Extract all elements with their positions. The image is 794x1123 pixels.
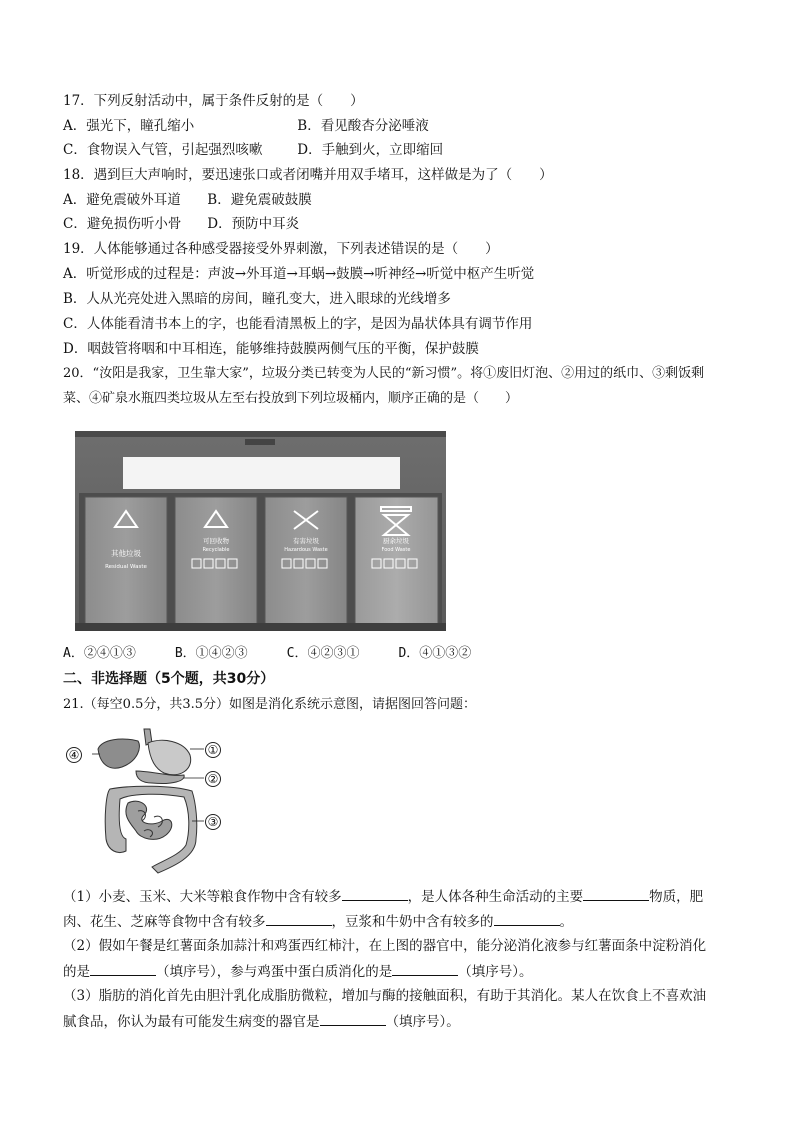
q21-p3-text-c: （填序号）。 xyxy=(385,1014,460,1030)
bin-label-hazardous-en: Hazardous Waste xyxy=(284,547,328,553)
q21-p1-text-b: ，是人体各种生命活动的主要 xyxy=(407,889,584,905)
q17-options-row2 xyxy=(63,141,443,159)
q20-options xyxy=(63,645,471,663)
q21-blank-4[interactable] xyxy=(494,912,560,926)
q21-blank-5[interactable] xyxy=(90,962,156,976)
q21-p2-text-c: （填序号），参与鸡蛋中蛋白质消化的是 xyxy=(156,964,393,980)
q19-option-d: D．咽鼓管将咽和中耳相连，能够维持鼓膜两侧气压的平衡，保护鼓膜 xyxy=(63,341,479,357)
q21-part1-line2 xyxy=(63,912,573,931)
q18-option-c: C．避免损伤听小骨 xyxy=(63,216,182,232)
q17-option-c: C．食物误入气管，引起强烈咳嗽 xyxy=(63,142,263,158)
q19-option-a: A．听觉形成的过程是：声波→外耳道→耳蜗→鼓膜→听神经→听觉中枢产生听觉 xyxy=(63,266,535,282)
bin-label-residual-en: Residual Waste xyxy=(105,564,147,570)
q18-options-row1 xyxy=(63,191,312,209)
q20-option-b: B．①④②③ xyxy=(174,646,248,661)
q20-option-c: C．④②③① xyxy=(286,646,360,661)
q21-blank-1[interactable] xyxy=(342,887,408,901)
q18-option-d: D．预防中耳炎 xyxy=(207,216,300,232)
q18-option-a: A．避免震破外耳道 xyxy=(63,192,181,208)
diagram-label-4: ④ xyxy=(66,747,82,763)
q21-p3-text-b: 腻食品，你认为最有可能发生病变的器官是 xyxy=(63,1014,320,1030)
q17-option-a: A．强光下，瞳孔缩小 xyxy=(63,118,195,134)
q21-p1-text-a: （1）小麦、玉米、大米等粮食作物中含有较多 xyxy=(63,889,342,905)
digestive-system-diagram xyxy=(92,727,222,875)
q17-option-b: B．看见酸杏分泌唾液 xyxy=(297,118,429,134)
section-2-heading: 二、非选择题（5个题，共30分） xyxy=(63,671,275,687)
q21-p1-text-e: ，豆浆和牛奶中含有较多的 xyxy=(331,914,494,930)
diagram-label-1: ① xyxy=(205,742,221,758)
bin-label-recyclable-cn: 可回收物 xyxy=(203,537,229,545)
bin-label-recyclable-en: Recyclable xyxy=(202,547,230,553)
q19-option-b: B．人从光亮处进入黑暗的房间，瞳孔变大，进入眼球的光线增多 xyxy=(63,291,451,307)
digestive-system-illustration xyxy=(92,727,222,875)
q18-option-b: B．避免震破鼓膜 xyxy=(207,192,312,208)
garbage-bins-illustration xyxy=(75,431,446,631)
q20-option-a: A．②④①③ xyxy=(63,646,136,661)
garbage-bins-photo xyxy=(75,431,446,631)
bin-label-food-en: Food Waste xyxy=(381,547,411,553)
bin-label-food-cn: 厨余垃圾 xyxy=(383,537,409,545)
q21-blank-6[interactable] xyxy=(392,962,458,976)
q21-p2-text-b: 的是 xyxy=(63,964,90,980)
q17-option-d: D．手触到火，立即缩回 xyxy=(297,142,444,158)
q21-p2-text-d: （填序号）。 xyxy=(458,964,533,980)
q21-blank-7[interactable] xyxy=(320,1012,386,1026)
q20-stem-line1: 20．“汝阳是我家，卫生靠大家”，垃圾分类已转变为人民的“新习惯”。将①废旧灯泡、②用过的纸巾、③剩饭剩 xyxy=(63,366,705,381)
q21-p1-text-c: 物质，肥 xyxy=(649,889,704,905)
q18-options-row2 xyxy=(63,215,299,233)
q21-p1-text-f: 。 xyxy=(559,914,573,930)
q18-stem: 18．遇到巨大声响时，要迅速张口或者闭嘴并用双手堵耳，这样做是为了（ ） xyxy=(63,167,553,183)
diagram-label-3: ③ xyxy=(205,814,221,830)
q21-stem: 21.（每空0.5分，共3.5分）如图是消化系统示意图，请据图回答问题： xyxy=(63,697,477,712)
q19-option-c: C．人体能看清书本上的字，也能看清黑板上的字，是因为晶状体具有调节作用 xyxy=(63,316,533,332)
q17-stem: 17．下列反射活动中，属于条件反射的是（ ） xyxy=(63,93,364,109)
q19-stem: 19．人体能够通过各种感受器接受外界刺激，下列表述错误的是（ ） xyxy=(63,241,499,257)
q21-p1-text-d: 肉、花生、芝麻等食物中含有较多 xyxy=(63,914,266,930)
q21-part2-line2 xyxy=(63,962,533,981)
bin-label-hazardous-cn: 有害垃圾 xyxy=(293,537,319,545)
q21-blank-2[interactable] xyxy=(583,887,649,901)
q21-part1-line1 xyxy=(63,887,703,906)
q21-part3-line2 xyxy=(63,1012,460,1031)
bin-label-residual-cn: 其他垃圾 xyxy=(111,549,141,558)
q21-blank-3[interactable] xyxy=(266,912,332,926)
q21-part3-line1: （3）脂肪的消化首先由胆汁乳化成脂肪微粒，增加与酶的接触面积，有助于其消化。某人在饮食上不喜欢油 xyxy=(63,988,707,1004)
diagram-label-2: ② xyxy=(205,771,221,787)
q20-option-d: D．④①③② xyxy=(398,646,472,661)
q20-stem-line2: 菜、④矿泉水瓶四类垃圾从左至右投放到下列垃圾桶内，顺序正确的是（ ） xyxy=(63,391,519,406)
q17-options-row1 xyxy=(63,117,429,135)
q21-part2-line1: （2）假如午餐是红薯面条加蒜汁和鸡蛋西红柿汁，在上图的器官中，能分泌消化液参与红薯面条中淀粉消化 xyxy=(63,938,707,954)
